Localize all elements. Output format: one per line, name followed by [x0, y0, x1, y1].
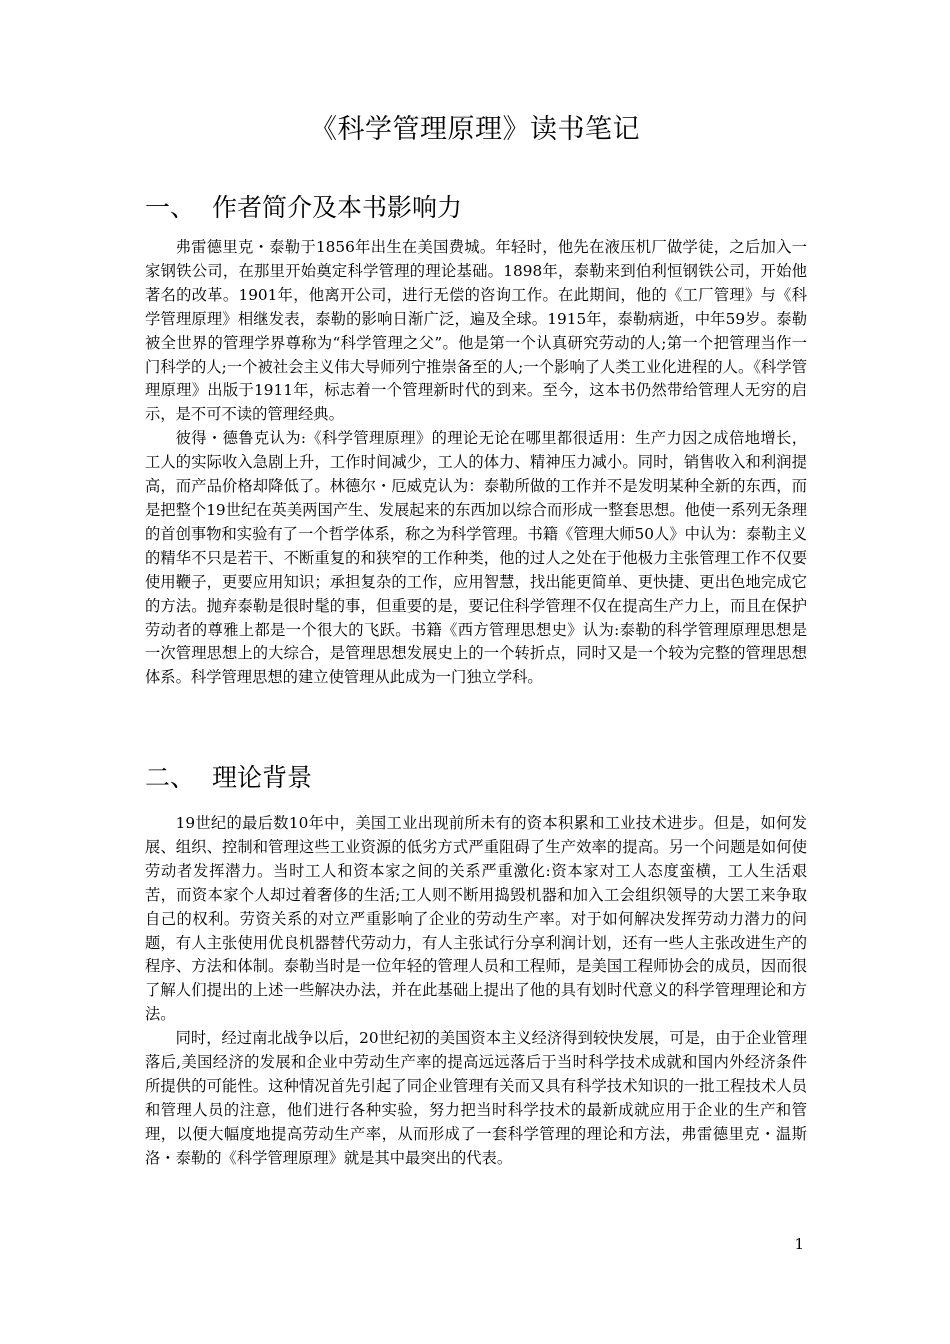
section-title: 作者简介及本书影响力: [212, 193, 463, 222]
document-title: 《科学管理原理》读书笔记: [310, 114, 640, 145]
paragraph: 19世纪的最后数10年中，美国工业出现前所未有的资本积累和工业技术进步。但是，如何发展、组织、控制和管理这些工业资源的低劣方式严重阻碍了生产效率的提高。另一个问题是如何使劳动者发挥潜力。当时工人和资本家之间的关系严重激化:资本家对工人态度蛮横，工人生活艰苦，而资本家个人却过着奢侈的生活;工人则不断用捣毁机器和加入工会组织领导的大罢工来争取自己的权利。劳资关系的对立严重影响了企业的劳动生产率。对于如何解决发挥劳动力潜力的问题，有人主张使用优良机器替代劳动力，有人主张试行分享利润计划，还有一些人主张改进生产的程序、方法和体制。泰勒当时是一位年轻的管理人员和工程师，是美国工程师协会的成员，因而很了解人们提出的上述一些解决办法，并在此基础上提出了他的具有划时代意义的科学管理理论和方法。: [145, 814, 807, 1024]
paragraph: 彼得・德鲁克认为:《科学管理原理》的理论无论在哪里都很适用：生产力因之成倍地增长，工人的实际收入急剧上升，工作时间减少，工人的体力、精神压力减小。同时，销售收入和利润提高，而产品价格却降低了。林德尔・厄威克认为：泰勒所做的工作并不是发明某种全新的东西，而是把整个19世纪在英美两国产生、发展起来的东西加以综合而形成一整套思想。他使一系列无条理的首创事物和实验有了一个哲学体系，称之为科学管理。书籍《管理大师50人》中认为：泰勒主义的精华不只是若干、不断重复的和狭窄的工作种类，他的过人之处在于他极力主张管理工作不仅要使用鞭子，更要应用知识；承担复杂的工作，应用智慧，找出能更简单、更快捷、更出色地完成它的方法。抛弃泰勒是很时髦的事，但重要的是，要记住科学管理不仅在提高生产力上，而且在保护劳动者的尊雅上都是一个很大的飞跃。书籍《西方管理思想史》认为:泰勒的科学管理原理思想是一次管理思想上的大综合，是管理思想发展史上的一个转折点，同时又是一个较为完整的管理思想体系。科学管理思想的建立使管理从此成为一门独立学科。: [145, 429, 807, 687]
paragraph: 同时，经过南北战争以后，20世纪初的美国资本主义经济得到较快发展，可是，由于企业管理落后,美国经济的发展和企业中劳动生产率的提高远远落后于当时科学技术成就和国内外经济条件所提供的可能性。这种情况首先引起了同企业管理有关而又具有科学技术知识的一批工程技术人员和管理人员的注意，他们进行各种实验，努力把当时科学技术的最新成就应用于企业的生产和管理，以便大幅度地提高劳动生产率，从而形成了一套科学管理的理论和方法，弗雷德里克・温斯洛・泰勒的《科学管理原理》就是其中最突出的代表。: [145, 1029, 807, 1167]
paragraph: 弗雷德里克・泰勒于1856年出生在美国费城。年轻时，他先在液压机厂做学徒，之后加入一家钢铁公司，在那里开始奠定科学管理的理论基础。1898年，泰勒来到伯利恒钢铁公司，开始他著名的改革。1901年，他离开公司，进行无偿的咨询工作。在此期间，他的《工厂管理》与《科学管理原理》相继发表，泰勒的影响日渐广泛，遍及全球。1915年，泰勒病逝，中年59岁。泰勒被全世界的管理学界尊称为“科学管理之父”。他是第一个认真研究劳动的人;第一个把管理当作一门科学的人;一个被社会主义伟大导师列宁推崇备至的人;一个影响了人类工业化进程的人。《科学管理原理》出版于1911年，标志着一个管理新时代的到来。至今，这本书仍然带给管理人无穷的启示，是不可不读的管理经典。: [145, 238, 807, 424]
section-title: 理论背景: [212, 763, 313, 792]
section-body-author: [145, 236, 807, 690]
section-body-background: [145, 812, 807, 1171]
section-heading-author: [145, 190, 462, 226]
section-number: 一、: [145, 193, 196, 222]
section-heading-background: [145, 760, 312, 796]
page-number: 1: [794, 1235, 804, 1253]
section-number: 二、: [145, 763, 196, 792]
